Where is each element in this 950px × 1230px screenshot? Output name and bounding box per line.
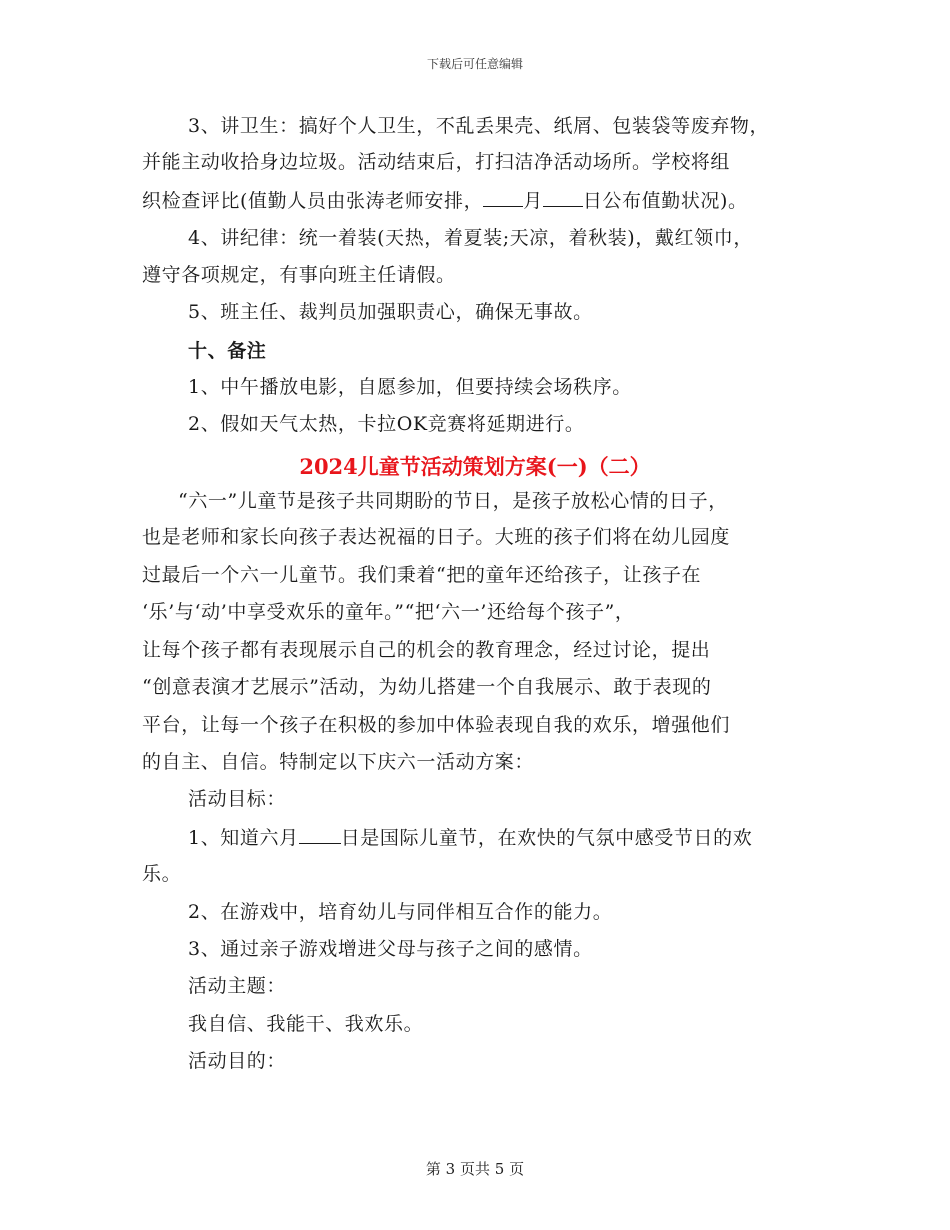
goal-2: 2、在游戏中，培育幼儿与同伴相互合作的能力。 xyxy=(188,901,613,923)
rule-3-text-b: 月 xyxy=(523,190,543,212)
intro-line-1: “六一”儿童节是孩子共同期盼的节日，是孩子放松心情的日子， xyxy=(178,490,728,512)
goals-heading: 活动目标： xyxy=(188,788,287,810)
remark-2: 2、假如天气太热，卡拉OK竞赛将延期进行。 xyxy=(188,413,585,435)
remark-1: 1、中午播放电影，自愿参加，但要持续会场秩序。 xyxy=(188,376,632,398)
blank-day xyxy=(543,188,583,207)
intro-line-6: “创意表演才艺展示”活动，为幼儿搭建一个自我展示、敢于表现的 xyxy=(142,676,712,698)
rule-3-line-2: 并能主动收拾身边垃圾。活动结束后，打扫洁净活动场所。学校将组 xyxy=(142,151,731,173)
goal-1-line-2: 乐。 xyxy=(142,863,182,885)
rule-3-text-c: 日公布值勤状况)。 xyxy=(582,190,748,212)
goal-3: 3、通过亲子游戏增进父母与孩子之间的感情。 xyxy=(188,938,593,960)
goal-1-text-a: 1、知道六月 xyxy=(188,827,299,849)
rule-4-line-1: 4、讲纪律：统一着装(天热，着夏装;天凉，着秋装)，戴红领巾， xyxy=(188,227,753,249)
goal-1-text-b: 日是国际儿童节，在欢快的气氛中感受节日的欢 xyxy=(340,827,753,849)
rule-5: 5、班主任、裁判员加强职责心，确保无事故。 xyxy=(188,301,593,323)
intro-line-3: 过最后一个六一儿童节。我们秉着“把的童年还给孩子，让孩子在 xyxy=(142,564,702,586)
blank-month xyxy=(483,188,523,207)
blank-date xyxy=(299,825,341,844)
rule-3-text-a: 织检查评比(值勤人员由张涛老师安排， xyxy=(142,190,484,212)
intro-line-4: ‘乐’与‘动’中享受欢乐的童年。”“把‘六一’还给每个孩子”， xyxy=(142,601,635,623)
goal-1-line-1 xyxy=(188,825,752,850)
theme-heading: 活动主题： xyxy=(188,975,287,997)
intro-line-7: 平台，让每一个孩子在积极的参加中体验表现自我的欢乐，增强他们 xyxy=(142,714,731,736)
rule-3-line-1: 3、讲卫生：搞好个人卫生，不乱丢果壳、纸屑、包装袋等废弃物， xyxy=(188,115,770,137)
intro-line-2: 也是老师和家长向孩子表达祝福的日子。大班的孩子们将在幼儿园度 xyxy=(142,526,731,548)
page-footer: 第 3 页共 5 页 xyxy=(425,1160,525,1178)
theme-text: 我自信、我能干、我欢乐。 xyxy=(188,1013,424,1035)
intro-line-5: 让每个孩子都有表现展示自己的机会的教育理念，经过讨论，提出 xyxy=(142,639,711,661)
intro-line-8: 的自主、自信。特制定以下庆六一活动方案： xyxy=(142,751,535,773)
rule-4-line-2: 遵守各项规定，有事向班主任请假。 xyxy=(142,264,456,286)
document-title: 2024儿童节活动策划方案(一)（二） xyxy=(299,454,651,479)
section-heading-remarks: 十、备注 xyxy=(188,340,267,362)
page-header: 下载后可任意编辑 xyxy=(426,57,523,71)
rule-3-line-3 xyxy=(142,188,748,213)
purpose-heading: 活动目的： xyxy=(188,1050,287,1072)
